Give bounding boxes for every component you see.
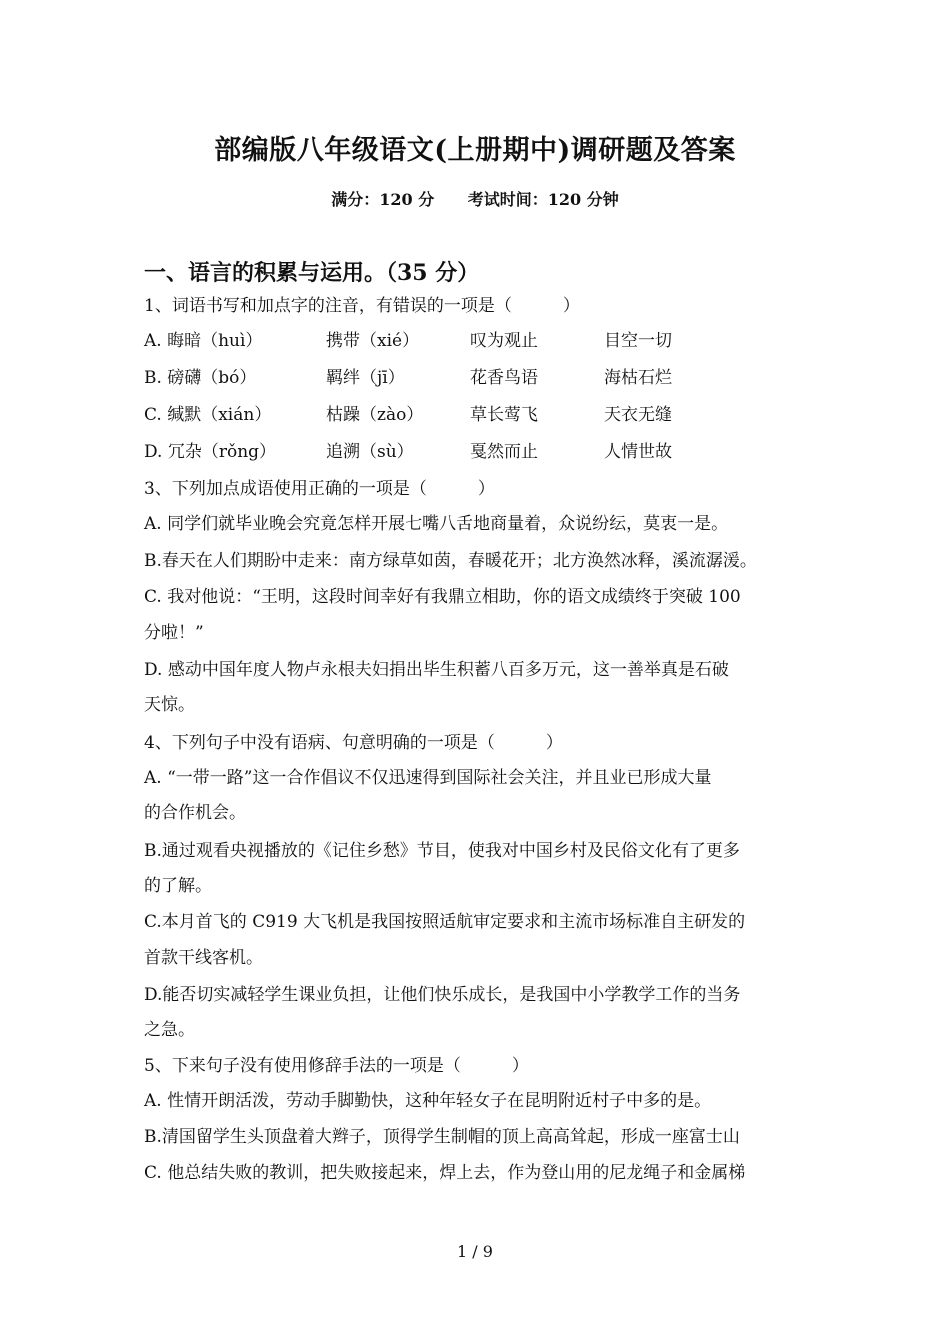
q1-stem: 1、词语书写和加点字的注音，有错误的一项是（ ） [144, 296, 580, 316]
q1-a-col3: 叹为观止 [470, 331, 538, 351]
q1-d-col1: D. 冗杂（rǒng） [144, 442, 277, 462]
q3-stem: 3、下列加点成语使用正确的一项是（ ） [144, 479, 495, 499]
q1-c-col2: 枯躁（zào） [326, 405, 424, 425]
q4-stem: 4、下列句子中没有语病、句意明确的一项是（ ） [144, 733, 563, 753]
q4-option-a-line1: A. “一带一路”这一合作倡议不仅迅速得到国际社会关注，并且业已形成大量 [144, 768, 712, 788]
exam-time: 考试时间：120 分钟 [467, 190, 619, 209]
q4-option-c-line1: C.本月首飞的 C919 大飞机是我国按照适航审定要求和主流市场标准自主研发的 [144, 912, 746, 932]
q4-option-b-line1: B.通过观看央视播放的《记住乡愁》节目，使我对中国乡村及民俗文化有了更多 [144, 841, 740, 861]
q3-option-c-line1: C. 我对他说：“王明，这段时间幸好有我鼎立相助，你的语文成绩终于突破 100 [144, 587, 741, 607]
q3-option-b: B.春天在人们期盼中走来：南方绿草如茵，春暖花开；北方涣然冰释，溪流潺湲。 [144, 551, 757, 571]
q1-a-col2: 携带（xié） [326, 331, 420, 351]
q4-option-a-line2: 的合作机会。 [144, 803, 246, 823]
q1-a-col1: A. 晦暗（huì） [144, 331, 263, 351]
q3-option-a: A. 同学们就毕业晚会究竟怎样开展七嘴八舌地商量着，众说纷纭，莫衷一是。 [144, 514, 729, 534]
q5-option-c: C. 他总结失败的教训，把失败接起来，焊上去，作为登山用的尼龙绳子和金属梯 [144, 1163, 746, 1183]
q3-option-d-line1: D. 感动中国年度人物卢永根夫妇捐出毕生积蓄八百多万元，这一善举真是石破 [144, 660, 729, 680]
q1-d-col2: 追溯（sù） [326, 442, 414, 462]
q1-c-col3: 草长莺飞 [470, 405, 538, 425]
section-heading: 一、语言的积累与运用。（35 分） [144, 260, 480, 286]
q1-c-col1: C. 缄默（xián） [144, 405, 272, 425]
q1-d-col3: 戛然而止 [470, 442, 538, 462]
q1-c-col4: 天衣无缝 [604, 405, 672, 425]
page-title: 部编版八年级语文(上册期中)调研题及答案 [214, 135, 736, 166]
q1-b-col1: B. 磅礴（bó） [144, 368, 257, 388]
q4-option-b-line2: 的了解。 [144, 876, 212, 896]
q5-option-a: A. 性情开朗活泼，劳动手脚勤快，这种年轻女子在昆明附近村子中多的是。 [144, 1091, 712, 1111]
q3-option-c-line2: 分啦！” [144, 623, 204, 643]
q4-option-d-line2: 之急。 [144, 1020, 195, 1040]
q1-a-col4: 目空一切 [604, 331, 672, 351]
q5-stem: 5、下来句子没有使用修辞手法的一项是（ ） [144, 1056, 529, 1076]
page-number: 1 / 9 [457, 1242, 493, 1261]
q5-option-b: B.清国留学生头顶盘着大辫子，顶得学生制帽的顶上高高耸起，形成一座富士山 [144, 1127, 740, 1147]
q1-d-col4: 人情世故 [604, 442, 672, 462]
q4-option-d-line1: D.能否切实减轻学生课业负担，让他们快乐成长，是我国中小学教学工作的当务 [144, 985, 741, 1005]
exam-info [0, 187, 950, 210]
q1-b-col3: 花香鸟语 [470, 368, 538, 388]
q1-b-col4: 海枯石烂 [604, 368, 672, 388]
q4-option-c-line2: 首款干线客机。 [144, 948, 263, 968]
q1-b-col2: 羁绊（jī） [326, 368, 405, 388]
q3-option-d-line2: 天惊。 [144, 695, 195, 715]
full-score: 满分：120 分 [331, 190, 435, 209]
